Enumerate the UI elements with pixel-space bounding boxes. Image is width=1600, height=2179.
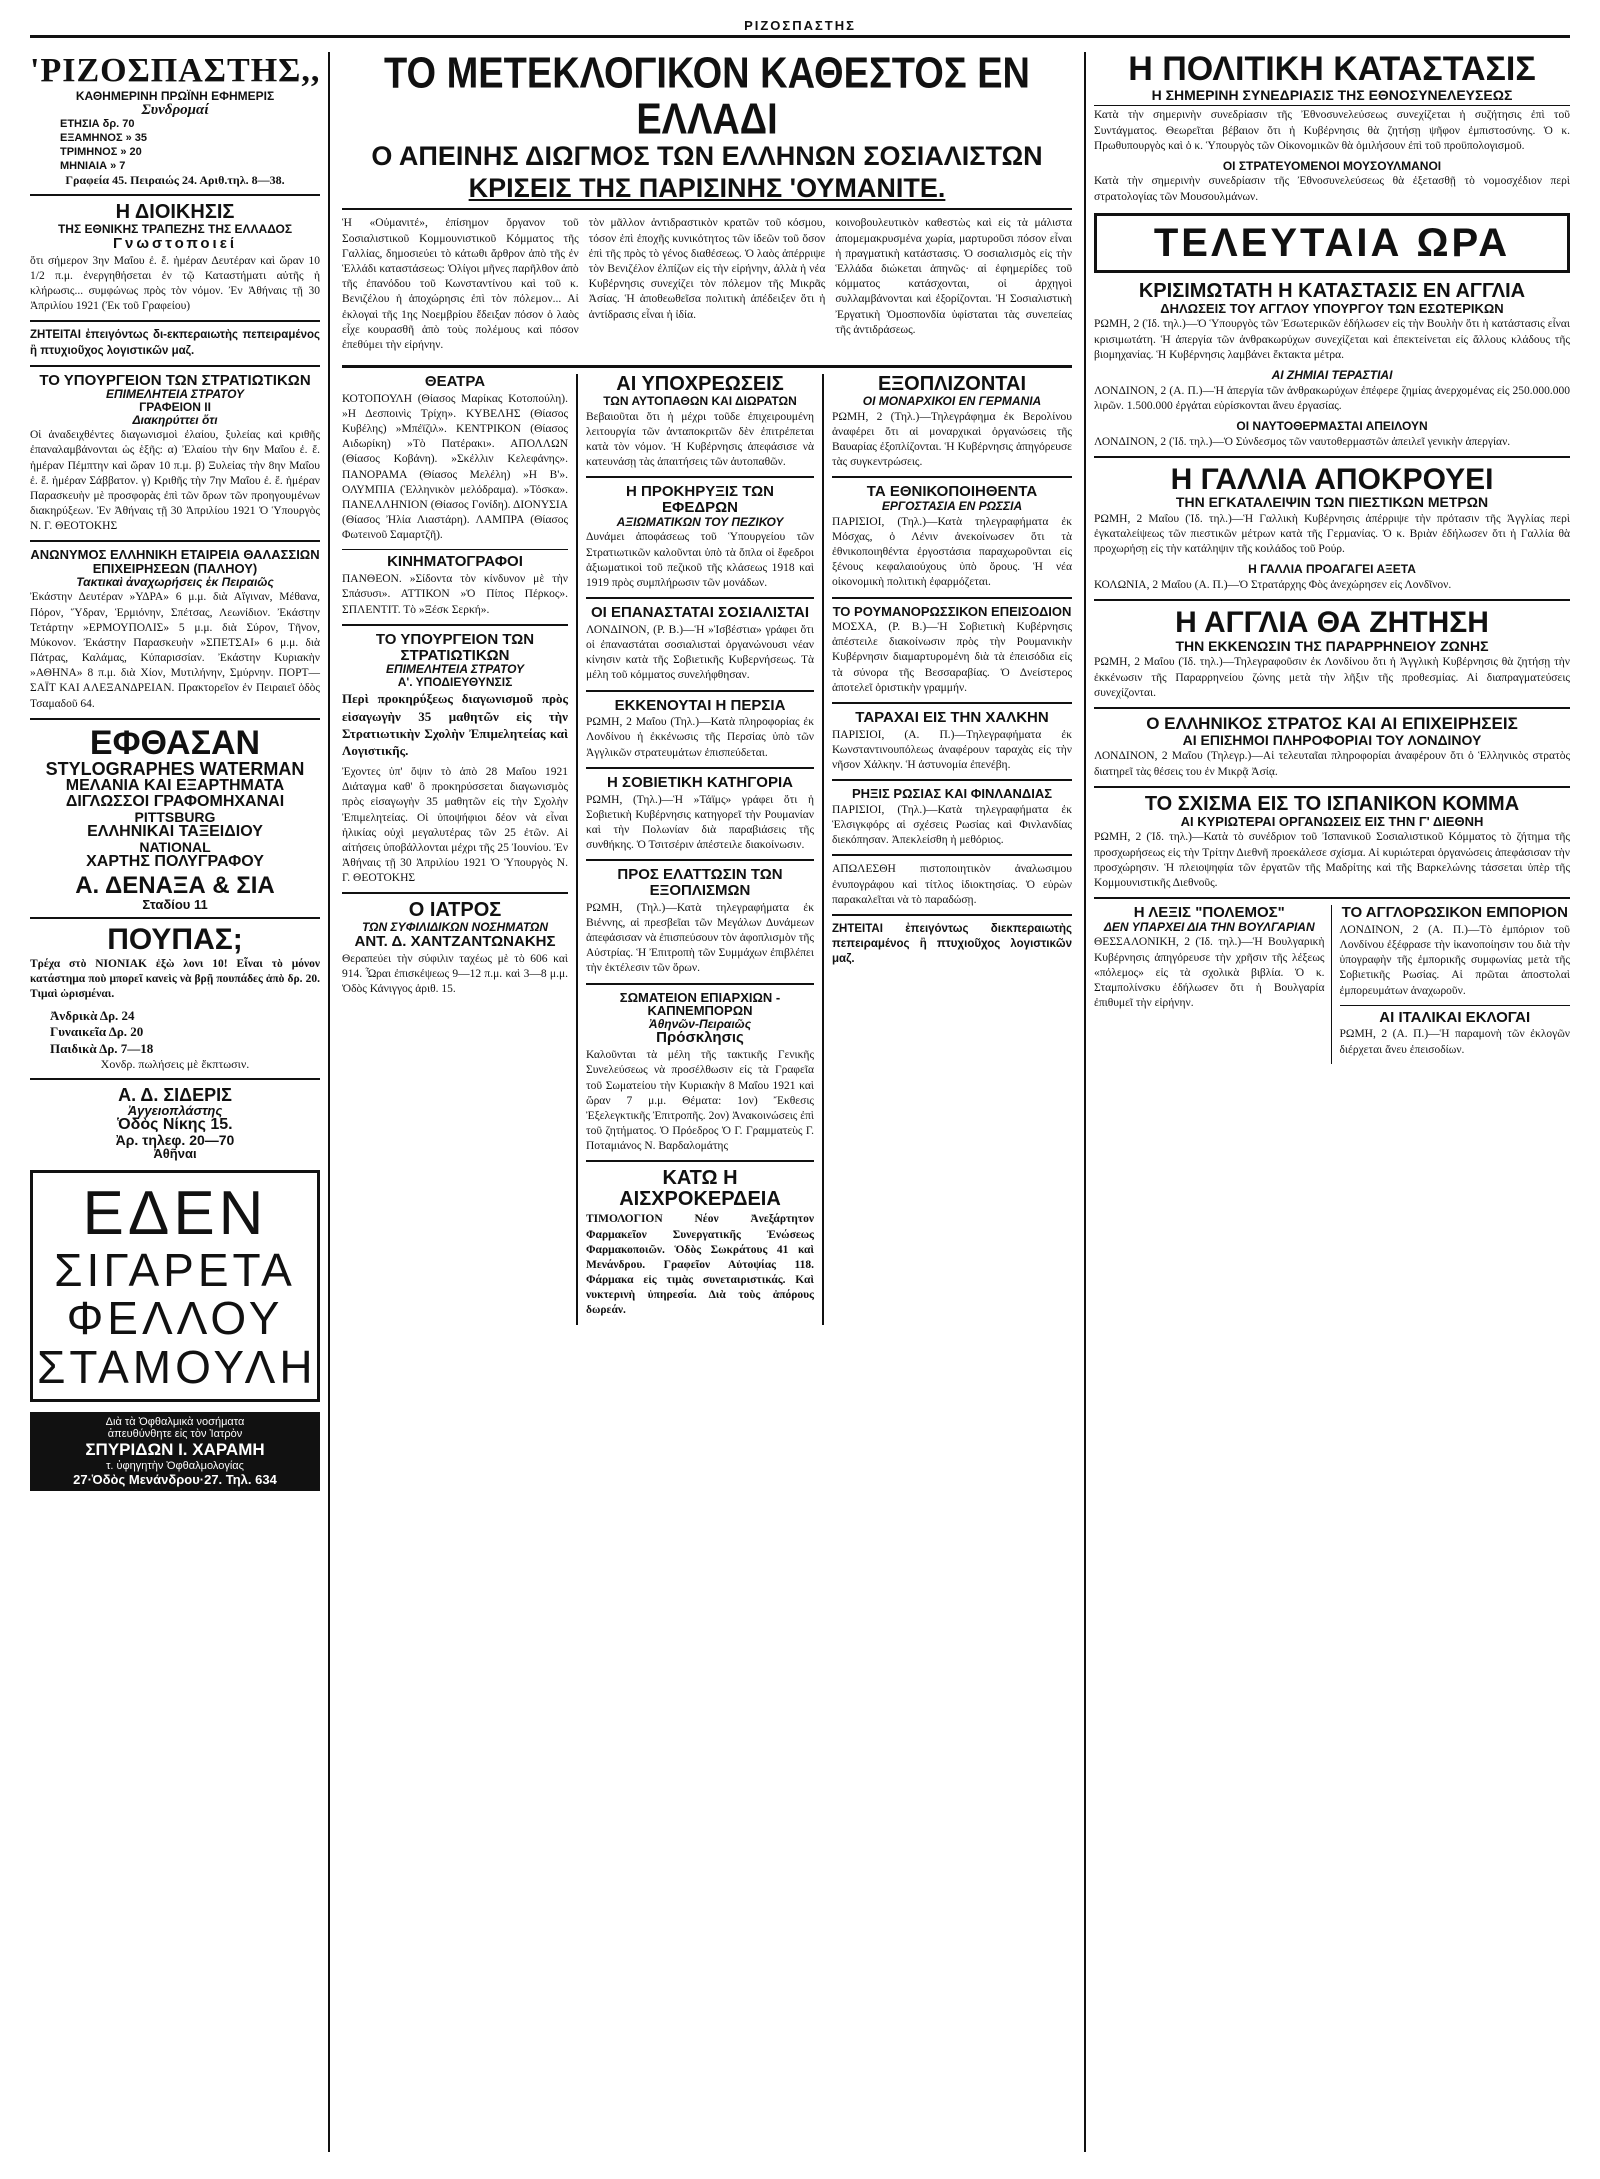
story-head: ΤΟ ΡΟΥΜΑΝΟΡΩΣΣΙΚΟΝ ΕΠΕΙΣΟΔΙΟΝ	[832, 603, 1072, 619]
ad-line: STYLOGRAPHES WATERMAN	[45, 758, 305, 779]
ad-line: ΣΙΓΑΡΕΤΑ	[54, 1244, 296, 1297]
story-head: ΡΗΞΙΣ ΡΩΣΙΑΣ ΚΑΙ ΦΙΝΛΑΝΔΙΑΣ	[851, 786, 1053, 802]
stokers-head: ΟΙ ΝΑΥΤΟΘΕΡΜΑΣΤΑΙ ΑΠΕΙΛΟΥΝ	[1236, 418, 1428, 433]
story-head: ΑΙ ΥΠΟΧΡΕΩΣΕΙΣ	[616, 373, 784, 396]
story-text: ΜΟΣΧΑ, (Ρ. Β.)—Ἡ Σοβιετικὴ Κυβέρνησις ἀπέστειλε διακοίνωσιν πρὸς τὴν Ρουμανικὴν Κυβέρνησιν διαμαρτυρομένη διὰ τὰ ἐπεισόδια εἰς τὰ σύνορα τῆς Βεσσαραβίας. Ὁ Δνείστερος ἀποτελεῖ ὁριστικὴν γραμμήν.	[832, 621, 1072, 694]
association-sub2: Πρόσκλησις	[656, 1029, 744, 1047]
bank-notice-sub: ΤΗΣ ΕΘΝΙΚΗΣ ΤΡΑΠΕΖΗΣ ΤΗΣ ΕΛΛΑΔΟΣ	[57, 222, 293, 237]
trade-text: ΛΟΝΔΙΝΟΝ, 2 (Α. Π.)—Τὸ ἐμπόριον τοῦ Λονδίνου ἐξέφρασε τὴν ἱκανοποίησιν του διὰ τὴν ὑπογραφὴν τῆς ἐμπορικῆς συμφωνίας μετὰ τῆς Σοβιετικῆς Ρωσίας. Αἱ πρῶται ἀποστολαὶ ἐμπορευμάτων ἀναχωροῦν.	[1339, 923, 1570, 997]
story-text: ΛΟΝΔΙΝΟΝ, (Ρ. Β.)—Ἡ »Ἰσβέστια» γράφει ὅτι οἱ ἐπαναστάται σοσιαλισταὶ ὀργανώνουσι νέαν κίνησιν κατὰ τῆς Σοβιετικῆς Κυβερνήσεως. Τὰ μέλη τοῦ κόμματος συνελήφθησαν.	[586, 623, 814, 682]
france-small-text: ΚΟΛΩΝΙΑ, 2 Μαΐου (Α. Π.)—Ὁ Στρατάρχης Φὸς ἀνεχώρησεν εἰς Λονδῖνον.	[1094, 578, 1452, 591]
story-text: ΠΑΡΙΣΙΟΙ, (Τηλ.)—Κατὰ τηλεγραφήματα ἐκ Μόσχας, ὁ Λένιν ἀνεκοίνωσεν ὅτι τὰ ἐθνικοποιηθέντα ἐργοστάσια παραχωροῦνται εἰς ξένους κεφαλαιούχους ὑπὸ ὅρους. Ἡ νέα οἰκονομικὴ πολιτικὴ ἐφαρμόζεται.	[832, 515, 1072, 589]
story-head: ΤΑΡΑΧΑΙ ΕΙΣ ΤΗΝ ΧΑΛΚΗΝ	[855, 709, 1049, 726]
theatres-listing: ΚΟΤΟΠΟΥΛΗ (Θίασος Μαρίκας Κοτοπούλη). »Η Δεσποινὶς Τρίχη». ΚΥΒΕΛΗΣ (Θίασος Κυβέλης) »Μπέϊζιλ». ΚΕΝΤΡΙΚΟΝ (Θίασος Αιδωρίκη) »Τὸ Πατέρακι». ΑΠΟΛΛΩΝ (Θίασος Κοβάνη). »Σκέλλιν Κελεφάνης». ΠΑΝΟΡΑΜΑ (Θίασος Μελέλη) »Η Β'». ΟΛΥΜΠΙΑ (Ἑλληνικὸν μελόδραμα). »Τόσκα». ΠΑΝΕΛΛΗΝΙΟΝ (Θίασος Γονίδη). ΔΙΟΝΥΣΙΑ (Θίασος Ἠλία Λιαστάρη). ΛΑΜΠΡΑ (Θίασος Φωτεινοῦ Σαμαρτζῆ).	[342, 392, 568, 542]
ad-line: ΣΤΑΜΟΥΛΗ	[37, 1340, 317, 1393]
ministry2-head: ΤΟ ΥΠΟΥΡΓΕΙΟΝ ΤΩΝ ΣΤΡΑΤΙΩΤΙΚΩΝ	[375, 630, 535, 664]
england-sub: ΔΗΛΩΣΕΙΣ ΤΟΥ ΑΓΓΛΟΥ ΥΠΟΥΡΓΟΥ ΤΩΝ ΕΣΩΤΕΡΙΚΩΝ	[1160, 300, 1504, 316]
france-small-head: Η ΓΑΛΛΙΑ ΠΡΟΑΓΑΓΕΙ ΑΞΕΤΑ	[1248, 562, 1416, 577]
association-head: ΣΩΜΑΤΕΙΟΝ ΕΠΙΑΡΧΙΩΝ - ΚΑΠΝΕΜΠΟΡΩΝ	[619, 989, 781, 1019]
wanted-ad: ΖΗΤΕΙΤΑΙ ἐπειγόντως διεκπεραιωτὴς πεπειραμένος ἢ πτυχιοῦχος λογιστικῶν μαζ.	[832, 922, 1072, 966]
cinemas-listing: ΠΑΝΘΕΟΝ. »Σίδοντα τὸν κίνδυνον μὲ τὴν Σπάσυσι». ΑΤΤΙΚΟΝ »Ὁ Πίπος Πέρκος». ΣΠΛΕΝΤΙΤ. Τὸ »Ξέσκ Σερκή».	[342, 573, 568, 616]
ministry-notice-text: Οἱ ἀναδειχθέντες διαγωνισμοὶ ἐλαίου, ξυλείας καὶ κριθῆς ἐπαναλαμβάνονται ὡς ἑξῆς: α) Ἐλαίου τὴν 6ην Μαΐου ἐ. ἔ. ἡμέραν Πέμπτην καὶ ὥραν 10 π.μ. β) Ξυλείας τὴν 8ην Μαΐου ἐ. ἔ. ἡμέραν Σάββατον. γ) Κριθῆς τὴν 7ην Μαΐου ἐ. ἔ. ἡμέραν Παρασκευὴν μὲ προσφορὰς ἐπὶ τῶν ὅρων τῶν προηγουμένων διακηρύξεων. Ἐν Ἀθήναις τῇ 30 Ἀπριλίου 1921 Ὁ Ὑπουργὸς Ν. Γ. ΘΕΟΤΟΚΗΣ	[30, 429, 320, 533]
ad-line: Ὁδὸς Νίκης 15.	[117, 1115, 233, 1133]
right-bottom	[1094, 905, 1570, 1064]
story-head: Η ΣΟΒΙΕΤΙΚΗ ΚΑΤΗΓΟΡΙΑ	[607, 773, 793, 791]
ad-line: NATIONAL	[139, 838, 211, 855]
story-head: ΕΞΟΠΛΙΖΟΝΤΑΙ	[877, 373, 1027, 396]
story-text: ΠΑΡΙΣΙΟΙ, (Α. Π.)—Τηλεγραφήματα ἐκ Κωνσταντινουπόλεως ἀναφέρουν ταραχὰς εἰς τὴν νῆσον Χάλκην. Ἡ ἀστυνομία ἐπενέβη.	[832, 728, 1072, 772]
ad-line: Α. Δ. ΣΙΔΕΡΙΣ	[118, 1084, 232, 1105]
story-sub: ΕΡΓΟΣΤΑΣΙΑ ΕΝ ΡΩΣΣΙΑ	[881, 499, 1023, 514]
story-head: ΕΚΚΕΝΟΥΤΑΙ Η ΠΕΡΣΙΑ	[614, 696, 786, 714]
politics-small-head: ΟΙ ΣΤΡΑΤΕΥΟΜΕΝΟΙ ΜΟΥΣΟΥΛΜΑΝΟΙ	[1222, 158, 1442, 173]
subscription-rates	[30, 118, 320, 173]
right-column	[1084, 52, 1570, 2152]
england-head: ΚΡΙΣΙΜΩΤΑΤΗ Η ΚΑΤΑΣΤΑΣΙΣ ΕΝ ΑΓΓΛΙΑ	[1138, 279, 1526, 302]
trade-head: ΤΟ ΑΓΓΛΟΡΩΣΙΚΟΝ ΕΜΠΟΡΙΟΝ	[1341, 904, 1568, 922]
greek-army-text: ΛΟΝΔΙΝΟΝ, 2 Μαΐου (Τηλεγρ.)—Αἱ τελευταῖαι πληροφορίαι ἀναφέρουν ὅτι ὁ Ἑλληνικὸς στρατὸς διατηρεῖ τὰς θέσεις του ἐν Μικρᾷ Ἀσίᾳ.	[1094, 750, 1570, 778]
price-line: Παιδικὰ Δρ. 7—18	[50, 1040, 154, 1056]
main-deck: Ο ΑΠΕΙΝΗΣ ΔΙΩΓΜΟΣ ΤΩΝ ΕΛΛΗΝΩΝ ΣΟΣΙΑΛΙΣΤΩΝ	[371, 140, 1043, 171]
ad-line: ΜΕΛΑΝΙΑ ΚΑΙ ΕΞΑΡΤΗΜΑΤΑ	[65, 776, 285, 794]
bank-notice-head: Η ΔΙΟΙΚΗΣΙΣ	[115, 201, 235, 224]
potter-ad	[30, 1086, 320, 1160]
masthead-address: Γραφεία 45. Πειραιώς 24. Αριθ.τηλ. 8—38.	[65, 173, 285, 188]
politics-head: Η ΠΟΛΙΤΙΚΗ ΚΑΤΑΣΤΑΣΙΣ	[1128, 52, 1536, 88]
subscriptions-label: Συνδρομαί	[141, 101, 209, 118]
center-lower	[342, 374, 1072, 1325]
doctor-ad-name: ΑΝΤ. Δ. ΧΑΝΤΖΑΝΤΩΝΑΚΗΣ	[354, 933, 556, 951]
doctor-ad-text: Θεραπεύει τὴν σύφιλιν ταχέως μὲ τὸ 606 καὶ 914. Ὧραι ἐπισκέψεως 9—12 π.μ. καὶ 3—8 μ.μ. Ὁδὸς Κάνιγγος ἀριθ. 15.	[342, 952, 568, 996]
ad-line: ΔΙΓΛΩΣΣΟΙ ΓΡΑΦΟΜΗΧΑΝΑΙ	[65, 792, 285, 810]
doctor-ad-head: Ο ΙΑΤΡΟΣ	[408, 899, 502, 922]
story-text: ΡΩΜΗ, (Τηλ.)—Κατὰ τηλεγραφήματα ἐκ Βιέννης, αἱ πρεσβεῖαι τῶν Μεγάλων Δυνάμεων ἀπεφάσισαν νὰ ἐπισπεύσουν τὸν ἀφοπλισμὸν τῆς Αὐστρίας. Ἡ Ἐπιτροπὴ τῶν Συμμάχων ἐπιβλέπει τὴν ἐκτέλεσιν τῶν ὅρων.	[586, 901, 814, 975]
feather-ad-prices	[30, 1008, 320, 1057]
story-text: Βεβαιοῦται ὅτι ἡ μέχρι τοῦδε ἐπιχειρουμένη λειτουργία τῶν ἀνταποκριτῶν δὲν ἐπιτρέπεται κατὰ τὸν νόμον. Ἡ Κυβέρνησις ἀπεφάσισε νὰ κατευνάσῃ τὰς ἀπαιτήσεις τῶν ἀυτοπαθῶν.	[586, 410, 814, 469]
ad-line: Ἀγγειοπλάστης	[127, 1102, 223, 1118]
masthead-title: 'ΡΙΖΟΣΠΑΣΤΗΣ,,	[30, 52, 321, 89]
association-text: Καλοῦνται τὰ μέλη τῆς τακτικῆς Γενικῆς Συνελεύσεως νὰ προσέλθωσιν εἰς τὰ Γραφεῖα τοῦ Σωματείου τὴν Κυριακὴν 8 Μαΐου 1921 καὶ ὥραν 7 μ.μ. Θέματα: 1ον) Ἔκθεσις Ἐξελεγκτικῆς Ἐπιτροπῆς. 2ον) Ἀνακοινώσεις ἐπὶ τοῦ ζητήματος. Ὁ Πρόεδρος Ὁ Γ. Γραμματεὺς Γ. Ποταμιάνος Ν. Βαρδαλομάτης	[586, 1049, 814, 1153]
rate-line: ΕΞΑΜΗΝΟΣ » 35	[60, 132, 148, 145]
price-line: Γυναικεῖα Δρ. 20	[50, 1024, 144, 1040]
ministry-notice-kicker: Διακηρύττει ὅτι	[132, 412, 218, 427]
greek-army-sub: ΑΙ ΕΠΙΣΗΜΟΙ ΠΛΗΡΟΦΟΡΙΑΙ ΤΟΥ ΛΟΝΔΙΝΟΥ	[1182, 731, 1482, 748]
ad-line: ΦΕΛΛΟΥ	[66, 1292, 284, 1345]
ad-line: ΕΔΕΝ	[82, 1178, 268, 1248]
lead-story-col2: τὸν μᾶλλον ἀντιδραστικὸν κρατῶν τοῦ κόσμου, τόσον ἐπὶ ἐποχῆς κυνικότητος τῶν ἰδεῶν τοῦ ὅσον ἐπὶ τῆς πρὸς τὸ γένος διαθέσεως. Ὁ λαὸς ἀπέρριψε τὸν Βενιζέλον ἐλπίζων εἰς τὴν εἰρήνην, ἀλλὰ ἡ νέα Κυβέρνησις συνεχίζει τὸν πόλεμον τῆς Μικρᾶς Ἀσίας. Ἡ ἀποθεωθεῖσα πολιτικὴ ἀπέδειξεν ὅτι ἡ ἀντίδρασις εἶναι ἡ ἰδία.	[588, 217, 826, 321]
england-small-text: ΛΟΝΔΙΝΟΝ, 2 (Α. Π.)—Ἡ ἀπεργία τῶν ἀνθρακωρύχων ἐπέφερε ζημίας ἀνερχομένας εἰς 250.000.000 λιρῶν. 1.500.000 ἐργάται εὑρίσκονται ἄνευ ἐργασίας.	[1094, 384, 1570, 412]
italy-text: ΡΩΜΗ, 2 (Α. Π.)—Ἡ παραμονὴ τῶν ἐκλογῶν διέρχεται ἄνευ ἐπεισοδίων.	[1339, 1028, 1570, 1056]
ministry-notice-sub2: ΓΡΑΦΕΙΟΝ II	[139, 400, 211, 415]
price-line: Ἀνδρικὰ Δρ. 24	[50, 1008, 135, 1024]
cinemas-head: ΚΙΝΗΜΑΤΟΓΡΑΦΟΙ	[387, 553, 523, 571]
masthead-subtitle: ΚΑΘΗΜΕΡΙΝΗ ΠΡΩΪΝΗ ΕΦΗΜΕΡΙΣ	[75, 89, 275, 103]
greek-army-head: Ο ΕΛΛΗΝΙΚΟΣ ΣΤΡΑΤΟΣ ΚΑΙ ΑΙ ΕΠΙΧΕΙΡΗΣΕΙΣ	[1146, 713, 1518, 733]
ministry2-sub2: Α'. ΥΠΟΔΙΕΥΘΥΝΣΙΣ	[397, 674, 513, 689]
ministry-notice-head: ΤΟ ΥΠΟΥΡΓΕΙΟΝ ΤΩΝ ΣΤΡΑΤΙΩΤΙΚΩΝ	[39, 371, 311, 389]
last-hour-banner: ΤΕΛΕΥΤΑΙΑ ΩΡΑ	[1094, 213, 1570, 273]
wanted-ad: ΖΗΤΕΙΤΑΙ ἐπειγόντως δι-εκπεραιωτὴς πεπειραμένος ἢ πτυχιοῦχος λογιστικῶν μαζ.	[30, 329, 320, 357]
rate-line: ΕΤΗΣΙΑ δρ. 70	[60, 118, 135, 131]
ad-line: ΕΛΛΗΝΙΚΑΙ ΤΑΞΕΙΔΙΟΥ	[87, 822, 263, 840]
shipping-sub: Τακτικαὶ ἀναχωρήσεις ἐκ Πειραιῶς	[76, 574, 274, 589]
bulgaria-story	[1094, 905, 1332, 1064]
ad-line: ΣΠΥΡΙΔΩΝ Ι. ΧΑΡΑΜΗ	[85, 1439, 265, 1459]
center-subcol-c	[824, 374, 1072, 1325]
bulgaria-sub: ΔΕΝ ΥΠΑΡΧΕΙ ΔΙΑ ΤΗΝ ΒΟΥΛΓΑΡΙΑΝ	[1103, 919, 1315, 934]
trade-story	[1340, 905, 1571, 1064]
italy-head: ΑΙ ΙΤΑΛΙΚΑΙ ΕΚΛΟΓΑΙ	[1379, 1008, 1531, 1026]
pen-advertisement	[30, 723, 320, 912]
rate-line: ΜΗΝΙΑΙΑ » 7	[60, 159, 126, 172]
story-head: ΟΙ ΕΠΑΝΑΣΤΑΤΑΙ ΣΟΣΙΑΛΙΣΤΑΙ	[590, 604, 810, 622]
newspaper-page	[30, 18, 1570, 2158]
feather-ad-note: Χονδρ. πωλήσεις μὲ ἔκπτωσιν.	[100, 1056, 250, 1071]
center-subcol-a	[342, 374, 578, 1325]
ministry2-kicker: Περὶ προκηρύξεως διαγωνισμοῦ πρὸς εἰσαγωγὴν 35 μαθητῶν εἰς τὴν Στρατιωτικὴν Σχολὴν Ἐπιμελητείας καὶ Λογιστικῆς.	[342, 691, 568, 758]
story-head: ΠΡΟΣ ΕΛΑΤΤΩΣΙΝ ΤΩΝ ΕΞΟΠΛΙΣΜΩΝ	[617, 866, 783, 899]
france-head: Η ΓΑΛΛΙΑ ΑΠΟΚΡΟΥΕΙ	[1170, 462, 1494, 496]
rate-line: ΤΡΙΜΗΝΟΣ » 20	[60, 145, 142, 158]
bank-notice-kicker: Γνωστοποιεί	[113, 234, 237, 252]
ad-line: Σταδίου 11	[142, 896, 208, 912]
ad-line: τ. ὑφηγητὴν Ὀφθαλμολογίας	[106, 1459, 244, 1472]
rhine-sub: ΤΗΝ ΕΚΚΕΝΩΣΙΝ ΤΗΣ ΠΑΡΑΡΡΗΝΕΙΟΥ ΖΩΝΗΣ	[1175, 637, 1489, 654]
politics-small-text: Κατὰ τὴν σημερινὴν συνεδρίασιν τῆς Ἐθνοσυνελεύσεως θὰ ἐξετασθῇ τὸ νομοσχέδιον περὶ στρατολογίας τῶν Μουσουλμάνων.	[1094, 175, 1570, 203]
ad-line: Ἀρ. τηλεφ. 20—70	[115, 1131, 235, 1148]
story-text: ΡΩΜΗ, (Τηλ.)—Ἡ »Τάϊμς» γράφει ὅτι ἡ Σοβιετικὴ Κυβέρνησις κατηγορεῖ τὴν Ρουμανίαν καὶ τὴν Πολωνίαν διὰ παραβιάσεις τῆς συνθήκης. Ὁ Τσιτσέριν ἀπέστειλε διακοίνωσιν.	[586, 793, 814, 852]
lead-story-col3: κοινοβουλευτικὸν καθεστὼς καὶ εἰς τὰ μάλιστα ἀπομεμακρυσμένα χωρία, μαρτυροῦσι πόσον εἶναι ἡ πραγματικὴ κατάστασις. Ὁ σοσιαλισμὸς εἰς τὴν Ἑλλάδα διώκεται ἀπηνῶς· αἱ ἐφημερίδες τοῦ κόμματος κατάσχονται, οἱ ἀρχηγοὶ συλλαμβάνονται καὶ ἐξορίζονται. Ἡ Σοσιαλιστικὴ Ἐργατικὴ Ὁμοσπονδία ὑφίσταται τὰς συνεπείας τῆς ἀντιδράσεως.	[835, 217, 1072, 336]
spain-sub: ΑΙ ΚΥΡΙΩΤΕΡΑΙ ΟΡΓΑΝΩΣΕΙΣ ΕΙΣ ΤΗΝ Γ' ΔΙΕΘΝΗ	[1180, 813, 1484, 829]
running-head: ΡΙΖΟΣΠΑΣΤΗΣ	[30, 18, 1570, 38]
lost-notice: ΑΠΩΛΕΣΘΗ πιστοποιητικὸν ἀναλωσιμου ἐνυπογράφου καὶ τίτλος ἰδιοκτησίας. Ὁ εὑρὼν παρακαλεῖται νὰ τὸ παραδώσῃ.	[832, 863, 1072, 906]
ad-line: ἀπευθύνθητε εἰς τὸν Ἰατρὸν	[107, 1427, 243, 1440]
shipping-text: Ἐκάστην Δευτέραν »ΥΔΡΑ» 6 μ.μ. διὰ Αἴγιναν, Μέθανα, Πόρον, Ὕδραν, Ἑρμιόνην, Σπέτσας, Λεωνίδιον. Ἐκάστην Τετάρτην »ΕΡΜΟΥΠΟΛΙΣ» 5 μ.μ. διὰ Σύρον, Τῆνον, Μύκονον. Ἐκάστην Παρασκευὴν »ΣΠΕΤΣΑΙ» 6 μ.μ. διὰ Πάτρας, Καλάμας, Κύπαρισσίαν. Ἐκάστην Κυριακὴν »ΑΘΗΝΑ» 8 π.μ. διὰ Χίον, Μυτιλήνην, Σμύρνην. ΠΟΡΤ—ΣΑΪΤ ΚΑΙ ΑΛΕΞΑΝΔΡΕΙΑΝ. Πρακτορεῖον ἐν Πειραιεῖ ὁδὸς Τσαμαδοῦ 64.	[30, 591, 320, 710]
ad-line: 27·Ὁδὸς Μενάνδρου·27. Τηλ. 634	[73, 1471, 277, 1487]
ad-line: ΧΑΡΤΗΣ ΠΟΛΥΓΡΑΦΟΥ	[86, 852, 264, 870]
center-subcol-b	[578, 374, 824, 1325]
ad-line: ΕΦΘΑΣΑΝ	[89, 723, 261, 762]
feather-ad-text: Τρέχα στὸ ΝΙΟΝΙΑΚ ἐξὼ λονι 10! Εἶναι τὸ μόνον κατάστημα ποὺ μπορεῖ κανεὶς νὰ βρῇ πουπάδες ἀπὸ δρ. 20. Τιμαὶ ὡρισμέναι.	[30, 957, 320, 1001]
shipping-head: ΑΝΩΝΥΜΟΣ ΕΛΛΗΝΙΚΗ ΕΤΑΙΡΕΙΑ ΘΑΛΑΣΣΙΩΝ ΕΠΙΧΕΙΡΗΣΕΩΝ (ΠΑΛΗΟΥ)	[30, 547, 320, 577]
ministry2-sub: ΕΠΙΜΕΛΗΤΕΙΑ ΣΤΡΑΤΟΥ	[386, 662, 524, 677]
main-headline: ΤΟ ΜΕΤΕΚΛΟΓΙΚΟΝ ΚΑΘΕΣΤΟΣ ΕΝ ΕΛΛΑΔΙ	[384, 52, 1030, 144]
spain-head: ΤΟ ΣΧΙΣΜΑ ΕΙΣ ΤΟ ΙΣΠΑΝΙΚΟΝ ΚΟΜΜΑ	[1144, 792, 1520, 815]
story-sub: ΑΞΙΩΜΑΤΙΚΩΝ ΤΟΥ ΠΕΖΙΚΟΥ	[616, 514, 784, 529]
ad-line: Α. ΔΕΝΑΞΑ & ΣΙΑ	[75, 871, 275, 899]
politics-text: Κατὰ τὴν σημερινὴν συνεδρίασιν τῆς Ἐθνοσυνελεύσεως συνεχίζεται ἡ συζήτησις ἐπὶ τοῦ Συντάγματος. Θεωρεῖται βέβαιον ὅτι ἡ Κυβέρνησις θὰ ζητήσῃ ψῆφον ἐμπιστοσύνης. Ὁ κ. Πρωθυπουργὸς καὶ ὁ κ. Ὑπουργὸς τῶν Οἰκονομικῶν θὰ ὁμιλήσουν ἐπὶ τοῦ προϋπολογισμοῦ.	[1094, 109, 1570, 152]
pharmacy-ad-text: ΤΙΜΟΛΟΓΙΟΝ Νέον Ἀνεξάρτητον Φαρμακεῖον Συνεργατικῆς Ἑνώσεως Φαρμακοποιῶν. Ὁδὸς Σωκράτους 41 καὶ Μενάνδρου. Γραφεῖον Αὐτοψίας 118. Φάρμακα εἰς τιμὰς συνεταιριστικάς. Καὶ νυκτερινὴ ὑπηρεσία. Διὰ τοὺς ἀπόρους δωρεάν.	[586, 1213, 814, 1317]
france-text: ΡΩΜΗ, 2 Μαΐου (Ἰδ. τηλ.)—Ἡ Γαλλικὴ Κυβέρνησις ἀπέρριψε τὴν πρότασιν τῆς Ἀγγλίας περὶ ἐγκαταλείψεως τῶν πιεστικῶν μέτρων κατὰ τῆς Γερμανίας. Ὁ κ. Βριὰν ἐδήλωσεν ὅτι ἡ Γαλλία θὰ προχωρήσῃ εἰς τὴν κατάληψιν τῆς κοιλάδος τοῦ Ρούρ.	[1094, 512, 1570, 556]
rhine-head: Η ΑΓΓΛΙΑ ΘΑ ΖΗΤΗΣΗ	[1175, 606, 1489, 640]
eye-doctor-ad	[30, 1412, 320, 1491]
england-small-head: ΑΙ ΖΗΜΙΑΙ ΤΕΡΑΣΤΙΑΙ	[1271, 367, 1393, 382]
main-deck-secondary: ΚΡΙΣΕΙΣ ΤΗΣ ΠΑΡΙΣΙΝΗΣ 'ΟΥΜΑΝΙΤΕ.	[468, 173, 946, 204]
story-sub: ΟΙ ΜΟΝΑΡΧΙΚΟΙ ΕΝ ΓΕΡΜΑΝΙΑ	[862, 394, 1042, 409]
left-column	[30, 52, 330, 2152]
story-text: ΠΑΡΙΣΙΟΙ, (Τηλ.)—Κατὰ τηλεγραφήματα ἐκ Ἑλσιγκφόρς αἱ σχέσεις Ρωσίας καὶ Φινλανδίας διεκόπησαν. Ἀπεκλείσθη ἡ μεθόριος.	[832, 803, 1072, 847]
ad-line: PITTSBURG	[134, 808, 216, 825]
story-text: ΡΩΜΗ, 2 Μαΐου (Τηλ.)—Κατὰ πληροφορίας ἐκ Λονδίνου ἡ ἐκκένωσις τῆς Περσίας ὑπὸ τῶν Ἀγγλικῶν στρατευμάτων ἐπισπεύδεται.	[586, 716, 814, 759]
ministry2-text: Ἐχοντες ὑπ' ὄψιν τὸ ἀπὸ 28 Μαΐου 1921 Διάταγμα καθ' ὃ προκηρύσσεται διαγωνισμὸς πρὸς εἰσαγωγὴν 35 μαθητῶν εἰς τὴν Σχολὴν Ἐπιμελητείας. Οἱ ὑποψήφιοι δέον νὰ εἶναι ἡλικίας οὐχὶ μεγαλυτέρας τῶν 25 ἐτῶν. Αἱ αἰτήσεις ὑποβάλλονται μέχρι τῆς 25 Ἰουνίου. Ἐν Ἀθήναις τῇ 30 Ἀπριλίου 1921 Ὁ Ὑπουργὸς Ν. Γ. ΘΕΟΤΟΚΗΣ	[342, 766, 568, 885]
bulgaria-head: Η ΛΕΞΙΣ "ΠΟΛΕΜΟΣ"	[1133, 904, 1285, 922]
stokers-text: ΛΟΝΔΙΝΟΝ, 2 (Ἰδ. τηλ.)—Ὁ Σύνδεσμος τῶν ναυτοθερμαστῶν ἀπειλεῖ γενικὴν ἀπεργίαν.	[1094, 435, 1511, 448]
france-sub: ΤΗΝ ΕΓΚΑΤΑΛΕΙΨΙΝ ΤΩΝ ΠΙΕΣΤΙΚΩΝ ΜΕΤΡΩΝ	[1175, 494, 1489, 511]
story-head: Η ΠΡΟΚΗΡΥΞΙΣ ΤΩΝ ΕΦΕΔΡΩΝ	[626, 483, 774, 517]
bulgaria-text: ΘΕΣΣΑΛΟΝΙΚΗ, 2 (Ἰδ. τηλ.)—Ἡ Βουλγαρικὴ Κυβέρνησις ἀπηγόρευσε τὴν χρῆσιν τῆς λέξεως «πόλεμος» εἰς τὰ σχολικὰ βιβλία. Ὁ κ. Σταμπολίνσκυ ἐδήλωσεν ὅτι ἡ Βουλγαρία ἐπιθυμεῖ τὴν εἰρήνην.	[1094, 936, 1325, 1010]
bank-notice-text: ὅτι σήμερον 3ην Μαΐου ἐ. ἔ. ἡμέραν Δευτέραν καὶ ὥραν 10 1/2 π.μ. ἐνεργηθήσεται ἐν τῷ Καταστήματι αὐτῆς ἡ κλήρωσις... συμφώνως πρὸς τὸν νόμον. Ἐν Ἀθήναις τῇ 30 Ἀπριλίου 1921 (Ἐκ τοῦ Γραφείου)	[30, 254, 320, 313]
ministry-notice-sub: ΕΠΙΜΕΛΗΤΕΙΑ ΣΤΡΑΤΟΥ	[106, 387, 244, 402]
story-head: ΤΑ ΕΘΝΙΚΟΠΟΙΗΘΕΝΤΑ	[866, 483, 1038, 501]
ad-line: Διὰ τὰ Ὀφθαλμικὰ νοσήματα	[105, 1415, 245, 1428]
eden-cigarette-ad	[30, 1170, 320, 1402]
story-text: ΡΩΜΗ, 2 (Τηλ.)—Τηλεγράφημα ἐκ Βερολίνου ἀναφέρει ὅτι αἱ μοναρχικαὶ ὀργανώσεις τῆς Βαυαρίας ἐξοπλίζονται. Ἡ Κυβέρνησις ἀπηγόρευσε τὰς συγκεντρώσεις.	[832, 410, 1072, 469]
association-sub: Ἀθηνῶν-Πειραιῶς	[648, 1016, 752, 1031]
spain-text: ΡΩΜΗ, 2 (Ἰδ. τηλ.)—Κατὰ τὸ συνέδριον τοῦ Ἰσπανικοῦ Σοσιαλιστικοῦ Κόμματος τὸ ζήτημα τῆς προσχωρήσεως εἰς τὴν Τρίτην Διεθνῆ προεκάλεσε σχίσμα. Αἱ κυριώτεραι ὀργανώσεις ἀπεφάσισαν τὴν προσχώρησιν. Ἡ πλειοψηφία τῶν ἐργατῶν τῆς Μαδρίτης καὶ τῆς Βαρκελώνης τάσσεται ὑπὲρ τῆς Κομμουνιστικῆς Διεθνοῦς.	[1094, 831, 1570, 889]
lead-story	[342, 208, 1072, 359]
theatres-head: ΘΕΑΤΡΑ	[424, 373, 486, 391]
lead-story-col1: Ἡ «Οὐμανιτέ», ἐπίσημον ὄργανον τοῦ Σοσιαλιστικοῦ Κομμουνιστικοῦ Κόμματος τῆς Γαλλίας, δημοσιεύει τὸ κάτωθι ἄρθρον ἀπὸ τῆς ἐν Ἑλλάδι καταστάσεως: Ὀλίγοι μῆνες παρῆλθον ἀπὸ τῆς ἐπανόδου τοῦ Κωνσταντίνου καὶ τοῦ κ. Βενιζέλου ἡ ἀποχώρησις ἐπὶ τὸν πόλεμον... Αἱ ἐκλογαὶ τῆς 1ης Νοεμβρίου ἔδειξαν πόσον ὁ λαὸς εἶχε κουρασθῆ ἀπὸ τοὺς πολέμους καὶ πόσον ἐπεθύμει τὴν εἰρήνην.	[342, 217, 579, 351]
ad-line: Ἀθῆναι	[153, 1145, 197, 1161]
pharmacy-ad-head: ΚΑΤΩ Η ΑΙΣΧΡΟΚΕΡΔΕΙΑ	[619, 1167, 781, 1211]
story-sub: ΤΩΝ ΑΥΤΟΠΑΘΩΝ ΚΑΙ ΔΙΩΡΑΤΩΝ	[603, 394, 797, 409]
center-section	[342, 52, 1072, 2152]
politics-sub: Η ΣΗΜΕΡΙΝΗ ΣΥΝΕΔΡΙΑΣΙΣ ΤΗΣ ΕΘΝΟΣΥΝΕΛΕΥΣΕΩΣ	[1094, 88, 1570, 107]
story-text: Δυνάμει ἀποφάσεως τοῦ Ὑπουργείου τῶν Στρατιωτικῶν καλοῦνται ὑπὸ τὰ ὅπλα οἱ ἔφεδροι ἀξιωματικοὶ τοῦ πεζικοῦ τῆς κλάσεως 1918 καὶ 1919 πρὸς συμπλήρωσιν τῶν μονάδων.	[586, 531, 814, 589]
rhine-text: ΡΩΜΗ, 2 Μαΐου (Ἰδ. τηλ.)—Τηλεγραφοῦσιν ἐκ Λονδίνου ὅτι ἡ Ἀγγλικὴ Κυβέρνησις θὰ ζητήσῃ τὴν ἐκκένωσιν τῆς Παραρρηνείου ζώνης μετὰ τὴν λῆξιν τῆς προθεσμίας. Αἱ διαπραγματεύσεις συνεχίζονται.	[1094, 656, 1570, 699]
england-text: ΡΩΜΗ, 2 (Ἰδ. τηλ.)—Ὁ Ὑπουργὸς τῶν Ἐσωτερικῶν ἐδήλωσεν εἰς τὴν Βουλὴν ὅτι ἡ κατάστασις εἶναι κρισιμωτάτη. Ἡ ἀπεργία τῶν ἀνθρακωρύχων συνεχίζεται καὶ ἐπεκτείνεται εἰς ἄλλους κλάδους τῆς βιομηχανίας. Ἡ Κυβέρνησις λαμβάνει ἔκτακτα μέτρα.	[1094, 318, 1570, 361]
feather-ad-head: ΠΟΥΠΑΣ;	[107, 922, 243, 956]
doctor-ad-sub: ΤΩΝ ΣΥΦΙΛΙΔΙΚΩΝ ΝΟΣΗΜΑΤΩΝ	[362, 920, 548, 935]
